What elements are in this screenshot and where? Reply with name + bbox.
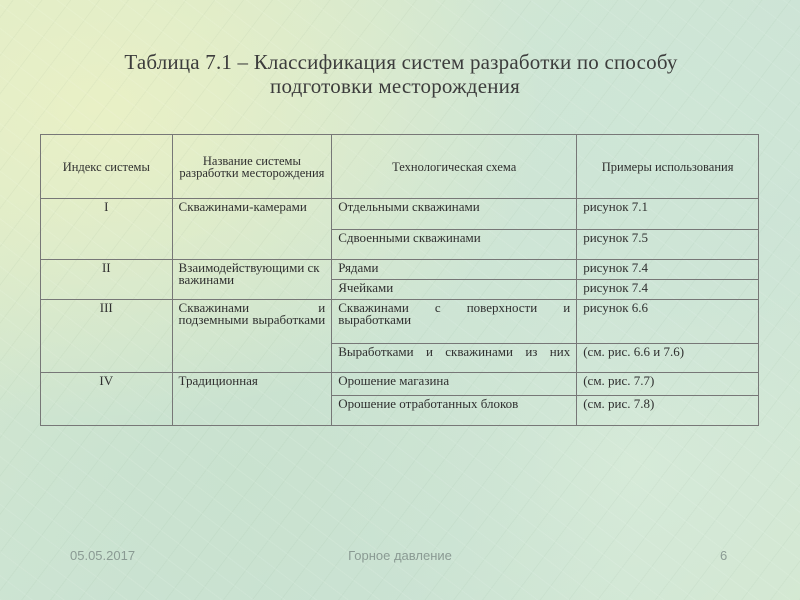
header-index: Индекс системы	[41, 135, 173, 199]
example-cell: рисунок 7.5	[577, 230, 759, 260]
example-cell: (см. рис. 7.8)	[577, 396, 759, 426]
page-number: 6	[720, 548, 728, 563]
title-line-2: подготовки месторождения	[270, 74, 520, 98]
table-row	[41, 260, 759, 280]
header-name: Название системы разработки месторождения	[172, 135, 332, 199]
scheme-cell: Орошение магазина	[332, 373, 577, 396]
scheme-cell: Выработками и скважинами из них	[332, 344, 577, 373]
example-cell: (см. рис. 6.6 и 7.6)	[577, 344, 759, 373]
example-cell: рисунок 7.4	[577, 260, 759, 280]
system-index-cell: I	[41, 199, 173, 260]
footer-title: Горное давление	[348, 548, 452, 563]
example-cell: рисунок 6.6	[577, 300, 759, 344]
scheme-cell: Скважинами с поверхности и выработками	[332, 300, 577, 344]
table-header-row	[41, 135, 759, 199]
table-row	[41, 373, 759, 396]
footer-date: 05.05.2017	[70, 548, 136, 563]
scheme-cell: Орошение отработанных блоков	[332, 396, 577, 426]
scheme-cell: Сдвоенными скважинами	[332, 230, 577, 260]
scheme-cell: Отдельными скважинами	[332, 199, 577, 230]
slide-title	[0, 50, 800, 98]
scheme-cell: Ячейками	[332, 280, 577, 300]
system-index-cell: II	[41, 260, 173, 300]
example-cell: рисунок 7.4	[577, 280, 759, 300]
example-cell: (см. рис. 7.7)	[577, 373, 759, 396]
table-row	[41, 199, 759, 230]
classification-table	[40, 134, 759, 426]
system-name-cell: Скважинами и подземными выработками	[172, 300, 332, 373]
system-index-cell: III	[41, 300, 173, 373]
header-scheme: Технологическая схема	[332, 135, 577, 199]
system-name-cell: Взаимодействующими скважинами	[172, 260, 332, 300]
system-name-cell: Традиционная	[172, 373, 332, 426]
scheme-cell: Рядами	[332, 260, 577, 280]
system-name-cell: Скважинами-камерами	[172, 199, 332, 260]
title-line-1: Таблица 7.1 – Классификация систем разработки по способу	[124, 50, 678, 74]
system-index-cell: IV	[41, 373, 173, 426]
header-examples: Примеры использования	[577, 135, 759, 199]
example-cell: рисунок 7.1	[577, 199, 759, 230]
table-row	[41, 300, 759, 344]
